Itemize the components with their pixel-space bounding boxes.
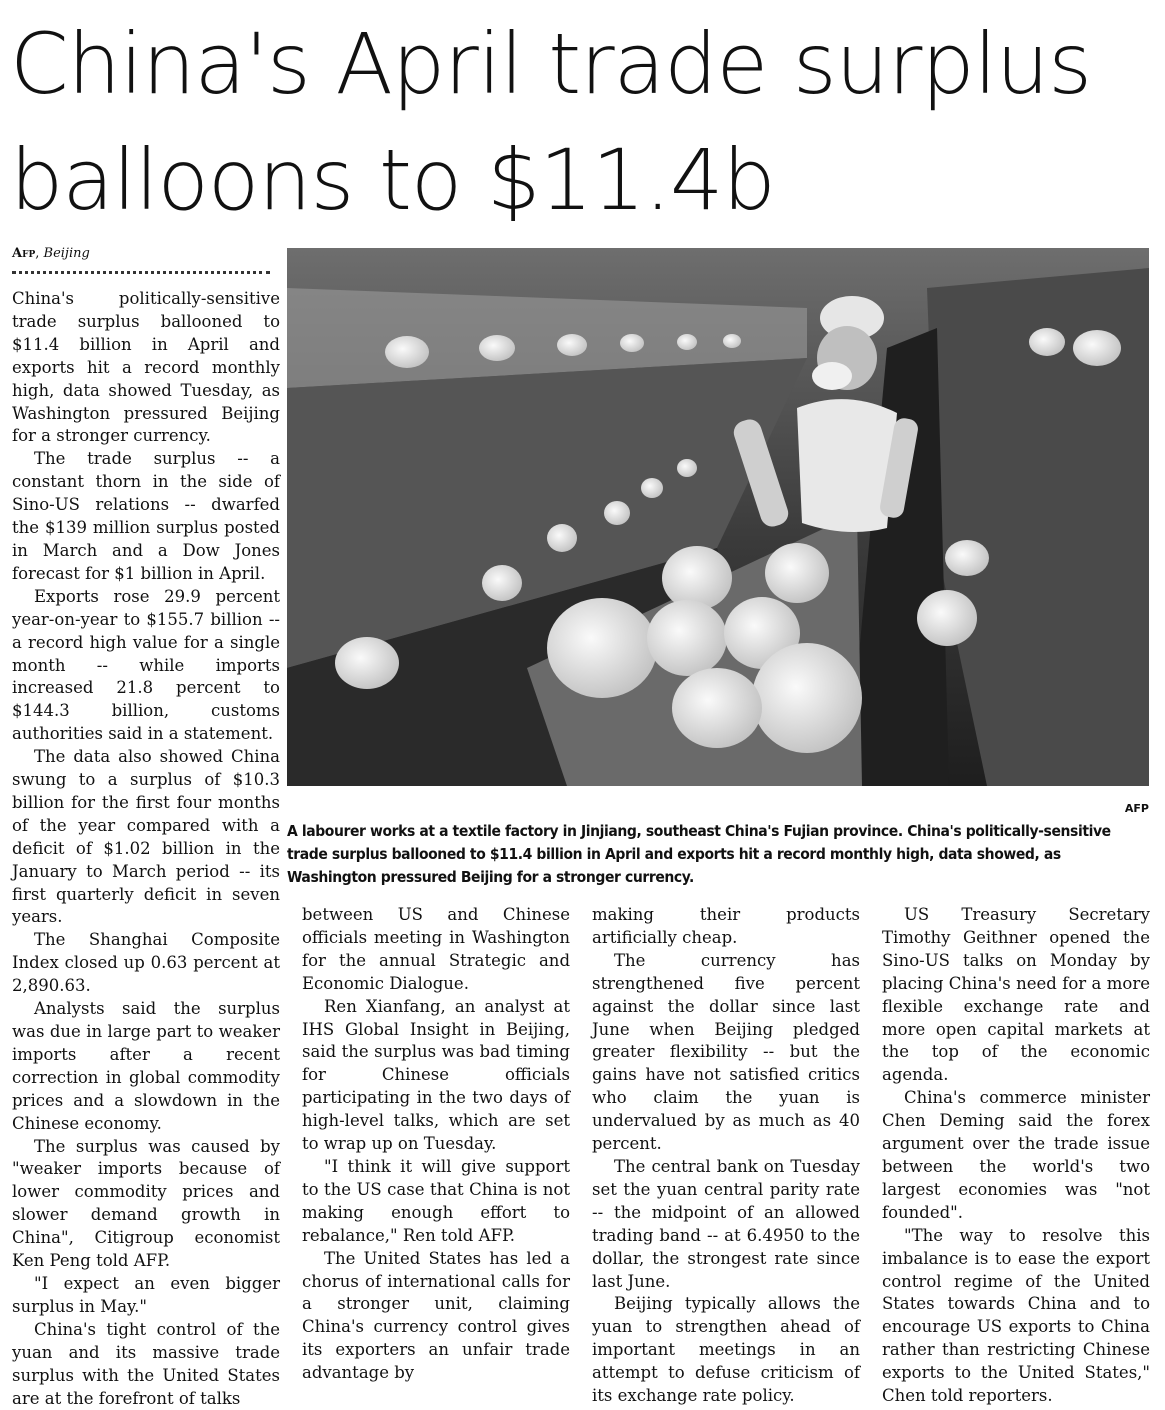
paragraph: US Treasury Secretary Timothy Geithner opened the Sino-US talks on Monday by placing China's need for a more flexible exchange rate and more open capital markets at the top of the economic agenda. [882,905,1150,1085]
paragraph: Ren Xianfang, an analyst at IHS Global Insight in Beijing, said the surplus was bad timing for Chinese officials participating in the two days of high-level talks, which are set to wrap up on Tuesday. [302,996,570,1154]
paragraph: "The way to resolve this imbalance is to ease the export control regime of the United States towards China and to encourage US exports to China rather than restricting Chinese exports to the United States," Chen told reporters. [882,1225,1150,1406]
paragraph: making their products artificially cheap. [592,905,860,947]
paragraph: "I expect an even bigger surplus in May." [12,1273,280,1316]
paragraph: Beijing typically allows the yuan to strengthen ahead of important meetings in an attempt to defuse criticism of its exchange rate policy. [592,1294,860,1406]
paragraph: China's tight control of the yuan and its massive trade surplus with the United States are at the forefront of talks [12,1319,280,1408]
byline-location: Beijing [43,246,90,261]
byline: Afp, Beijing [12,246,90,261]
byline-divider [12,271,270,274]
paragraph: The trade surplus -- a constant thorn in the side of Sino-US relations -- dwarfed the $139 million surplus posted in March and a Dow Jones forecast for $1 billion in April. [12,449,280,583]
paragraph: China's commerce minister Chen Deming said the forex argument over the trade issue between the world's two largest economies was "not founded". [882,1088,1150,1222]
headline: China's April trade surplus balloons to $11.4b [10,15,1092,229]
article-column-3 [592,904,860,1406]
article-column-1 [12,288,280,1408]
paragraph: China's politically-sensitive trade surplus ballooned to $11.4 billion in April and exports hit a record monthly high, data showed Tuesday, as Washington pressured Beijing for a stronger currency. [12,289,280,446]
paragraph: The United States has led a chorus of international calls for a stronger unit, claiming China's currency control gives its exporters an unfair trade advantage by [302,1248,570,1383]
article-column-4 [882,904,1150,1406]
paragraph: The central bank on Tuesday set the yuan central parity rate -- the midpoint of an allowed trading band -- at 6.4950 to the dollar, the strongest rate since last June. [592,1156,860,1291]
textile-factory-photo [287,248,1149,786]
paragraph: The Shanghai Composite Index closed up 0.63 percent at 2,890.63. [12,930,280,996]
paragraph: The surplus was caused by "weaker imports because of lower commodity prices and slower demand growth in China", Citigroup economist Ken Peng told AFP. [12,1136,280,1271]
paragraph: between US and Chinese officials meeting in Washington for the annual Strategic and Economic Dialogue. [302,905,570,993]
paragraph: The data also showed China swung to a surplus of $10.3 billion for the first four months of the year compared with a deficit of $1.02 billion in the January to March period -- its first quarterly deficit in seven years. [12,747,280,927]
paragraph: The currency has strengthened five percent against the dollar since last June when Beijing pledged greater flexibility -- but the gains have not satisfied critics who claim the yuan is undervalued by as much as 40 percent. [592,950,860,1154]
paragraph: "I think it will give support to the US case that China is not making enough effort to rebalance," Ren told AFP. [302,1156,570,1245]
photo-illustration [287,248,1149,786]
paragraph: Analysts said the surplus was due in large part to weaker imports after a recent correction in global commodity prices and a slowdown in the Chinese economy. [12,999,280,1133]
paragraph: Exports rose 29.9 percent year-on-year to $155.7 billion -- a record high value for a single month -- while imports increased 21.8 percent to $144.3 billion, customs authorities said in a statement. [12,586,280,744]
photo-credit: AFP [1124,802,1149,815]
article-column-2 [302,904,570,1383]
photo-caption: A labourer works at a textile factory in Jinjiang, southeast China's Fujian province. China's politically-sensitive trade surplus ballooned to $11.4 billion in April and exports hit a record monthly high, data showed, as Washington pressured Beijing for a stronger currency. [287,822,1111,886]
byline-agency: Afp [12,246,36,261]
